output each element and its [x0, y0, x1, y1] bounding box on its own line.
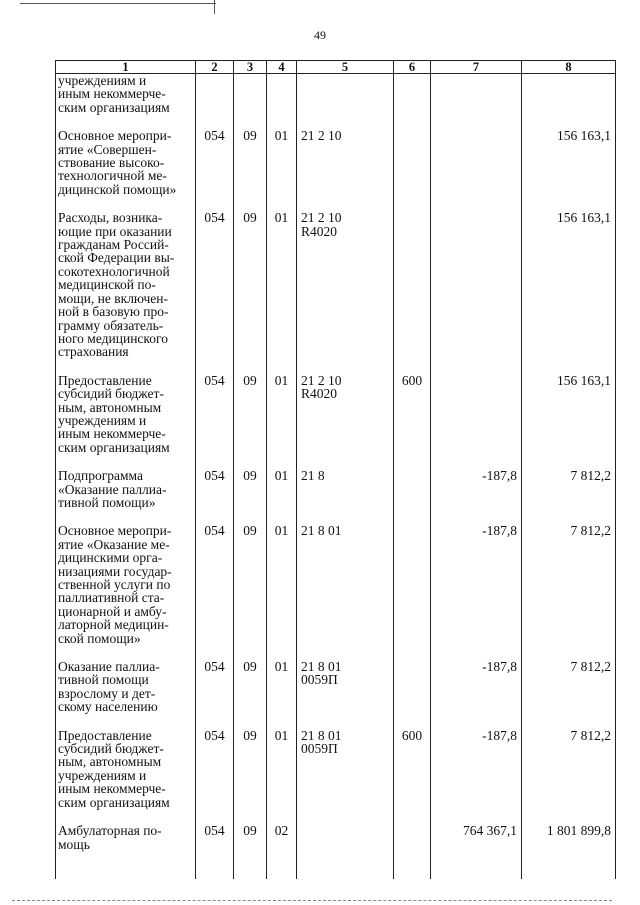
cell-change-amount: 764 367,1	[431, 809, 522, 851]
cell-subsection: 02	[267, 809, 297, 851]
row-name-line: учреждениям и	[58, 767, 147, 783]
row-name-line: иным некоммерче-	[58, 426, 166, 442]
cell-total-amount: 7 812,2	[522, 454, 616, 509]
row-name-line: грамму обязатель-	[58, 317, 164, 333]
cell-expense-type	[394, 74, 431, 115]
cell-change-amount: -187,8	[431, 645, 522, 714]
column-header-2: 2	[196, 61, 234, 74]
row-name-line: медицинской по-	[58, 277, 156, 293]
row-name-line: технологичной ме-	[58, 168, 167, 184]
row-name-line: субсидий бюджет-	[58, 386, 164, 402]
column-header-8: 8	[522, 61, 616, 74]
row-name	[56, 196, 196, 358]
empty-cell	[431, 851, 522, 879]
cell-total-amount: 156 163,1	[522, 359, 616, 454]
empty-cell	[267, 851, 297, 879]
cell-total-amount	[522, 74, 616, 115]
cell-section: 09	[234, 196, 267, 358]
row-name-line: дицинскими орга-	[58, 550, 163, 566]
row-name-line: тивной помощи	[58, 672, 149, 688]
row-name-line: Подпрограмма	[58, 468, 143, 484]
row-name-line: ствование высоко-	[58, 155, 165, 171]
cell-expense-type: 600	[394, 714, 431, 809]
cell-target-article	[297, 714, 394, 809]
row-name-line: мощи, не включен-	[58, 290, 168, 306]
row-name-line: иным некоммерче-	[58, 86, 166, 102]
row-name-line: ским организациям	[58, 99, 170, 115]
cell-expense-type	[394, 509, 431, 645]
cell-subsection: 01	[267, 114, 297, 196]
row-name	[56, 509, 196, 645]
row-name-line: Предоставление	[58, 372, 152, 388]
row-name-line: ным, автономным	[58, 399, 162, 415]
target-article-line: R4020	[301, 386, 338, 402]
cell-target-article	[297, 74, 394, 115]
row-name	[56, 645, 196, 714]
table-row	[56, 114, 616, 196]
row-name-line: ной в базовую про-	[58, 304, 169, 320]
empty-cell	[56, 851, 196, 879]
cell-change-amount	[431, 359, 522, 454]
cell-section: 09	[234, 114, 267, 196]
target-article-line: 21 2 10	[301, 210, 342, 226]
target-article-line: 21 8	[301, 468, 325, 484]
row-name-line: ственной услуги по	[58, 577, 171, 592]
target-article-line: 21 8 01	[301, 727, 342, 743]
row-name-line: ской помощи»	[58, 630, 141, 646]
empty-cell	[297, 851, 394, 879]
row-name-line: ным, автономным	[58, 754, 162, 770]
target-article-line: R4020	[301, 223, 338, 239]
cell-expense-type: 600	[394, 359, 431, 454]
cell-expense-type	[394, 196, 431, 358]
cell-ministry-code: 054	[196, 359, 234, 454]
cell-ministry-code: 054	[196, 509, 234, 645]
empty-cell	[394, 851, 431, 879]
cell-change-amount: -187,8	[431, 454, 522, 509]
row-name-line: Основное меропри-	[58, 523, 172, 539]
cell-change-amount: -187,8	[431, 714, 522, 809]
row-name-line: ским организациям	[58, 439, 170, 455]
cell-target-article	[297, 454, 394, 509]
cell-target-article	[297, 645, 394, 714]
cell-total-amount: 7 812,2	[522, 714, 616, 809]
row-name-line: тивной помощи»	[58, 494, 156, 510]
cell-ministry-code: 054	[196, 454, 234, 509]
cell-section: 09	[234, 454, 267, 509]
cell-total-amount: 7 812,2	[522, 645, 616, 714]
column-header-7: 7	[431, 61, 522, 74]
cell-subsection: 01	[267, 509, 297, 645]
row-name-line: Оказание паллиа-	[58, 659, 160, 675]
cell-subsection	[267, 74, 297, 115]
column-header-3: 3	[234, 61, 267, 74]
row-name-line: ской Федерации вы-	[58, 250, 175, 266]
budget-table	[55, 60, 616, 879]
cell-section: 09	[234, 714, 267, 809]
cell-total-amount: 156 163,1	[522, 196, 616, 358]
row-name-line: учреждениям и	[58, 73, 147, 88]
row-name-line: скому населению	[58, 699, 158, 715]
row-name-line: мощь	[58, 836, 90, 852]
row-name-line: иным некоммерче-	[58, 781, 166, 797]
row-name	[56, 454, 196, 509]
row-name-line: гражданам Россий-	[58, 237, 169, 253]
cell-target-article	[297, 196, 394, 358]
cell-change-amount	[431, 74, 522, 115]
cell-expense-type	[394, 114, 431, 196]
table-row	[56, 645, 616, 714]
table-row	[56, 359, 616, 454]
cell-target-article	[297, 359, 394, 454]
top-edge-line	[20, 3, 216, 4]
cell-target-article	[297, 809, 394, 851]
row-name-line: учреждениям и	[58, 412, 147, 428]
cell-total-amount: 156 163,1	[522, 114, 616, 196]
column-header-4: 4	[267, 61, 297, 74]
cell-ministry-code: 054	[196, 809, 234, 851]
cell-section: 09	[234, 809, 267, 851]
row-name-line: ющие при оказании	[58, 223, 172, 239]
table-header-row	[56, 61, 616, 74]
cell-target-article	[297, 114, 394, 196]
target-article-line: 21 2 10	[301, 128, 342, 144]
row-name	[56, 114, 196, 196]
row-name-line: Расходы, возника-	[58, 210, 163, 226]
table-body	[56, 74, 616, 879]
cell-total-amount: 7 812,2	[522, 509, 616, 645]
cell-ministry-code: 054	[196, 196, 234, 358]
cell-section	[234, 74, 267, 115]
column-header-5: 5	[297, 61, 394, 74]
cell-section: 09	[234, 359, 267, 454]
cell-subsection: 01	[267, 359, 297, 454]
empty-cell	[522, 851, 616, 879]
cell-subsection: 01	[267, 645, 297, 714]
cell-section: 09	[234, 509, 267, 645]
row-name	[56, 809, 196, 851]
cell-ministry-code: 054	[196, 645, 234, 714]
table-row	[56, 714, 616, 809]
cell-change-amount	[431, 196, 522, 358]
row-name-line: Основное меропри-	[58, 128, 172, 144]
table-row	[56, 509, 616, 645]
row-name-line: Предоставление	[58, 727, 152, 743]
row-name	[56, 74, 196, 115]
row-name-line: ятие «Совершен-	[58, 141, 157, 157]
table-row	[56, 74, 616, 115]
cell-change-amount	[431, 114, 522, 196]
target-article-line: 0059П	[301, 672, 338, 688]
row-name-line: субсидий бюджет-	[58, 741, 164, 757]
row-name-line: ционарной и амбу-	[58, 603, 167, 619]
cell-expense-type	[394, 645, 431, 714]
row-name-line: ного медицинского	[58, 330, 168, 346]
row-name-line: латорной медицин-	[58, 617, 169, 633]
empty-cell	[234, 851, 267, 879]
cell-change-amount: -187,8	[431, 509, 522, 645]
row-name	[56, 714, 196, 809]
row-name-line: паллиативной ста-	[58, 590, 165, 606]
row-name-line: Амбулаторная по-	[58, 823, 162, 839]
row-name-line: ским организациям	[58, 794, 170, 810]
cell-ministry-code	[196, 74, 234, 115]
cell-subsection: 01	[267, 196, 297, 358]
table-row	[56, 809, 616, 851]
table-tail-row	[56, 851, 616, 879]
target-article-line: 21 8 01	[301, 659, 342, 675]
column-header-6: 6	[394, 61, 431, 74]
cell-subsection: 01	[267, 714, 297, 809]
row-name	[56, 359, 196, 454]
top-edge-tick	[214, 0, 215, 14]
cell-ministry-code: 054	[196, 714, 234, 809]
row-name-line: сокотехнологичной	[58, 263, 170, 279]
row-name-line: взрослому и дет-	[58, 685, 156, 701]
table-row	[56, 196, 616, 358]
column-header-1: 1	[56, 61, 196, 74]
cell-ministry-code: 054	[196, 114, 234, 196]
cell-section: 09	[234, 645, 267, 714]
row-name-line: страхования	[58, 344, 129, 360]
row-name-line: низациями государ-	[58, 563, 172, 579]
cell-target-article	[297, 509, 394, 645]
row-name-line: дицинской помощи»	[58, 181, 177, 197]
row-name-line: ятие «Оказание ме-	[58, 536, 170, 552]
page-number: 49	[314, 28, 326, 42]
table-row	[56, 454, 616, 509]
empty-cell	[196, 851, 234, 879]
cell-expense-type	[394, 454, 431, 509]
bottom-edge-line	[12, 900, 612, 901]
row-name-line: «Оказание паллиа-	[58, 481, 167, 497]
cell-subsection: 01	[267, 454, 297, 509]
target-article-line: 0059П	[301, 741, 338, 757]
target-article-line: 21 2 10	[301, 372, 342, 388]
target-article-line: 21 8 01	[301, 523, 342, 539]
cell-expense-type	[394, 809, 431, 851]
cell-total-amount: 1 801 899,8	[522, 809, 616, 851]
